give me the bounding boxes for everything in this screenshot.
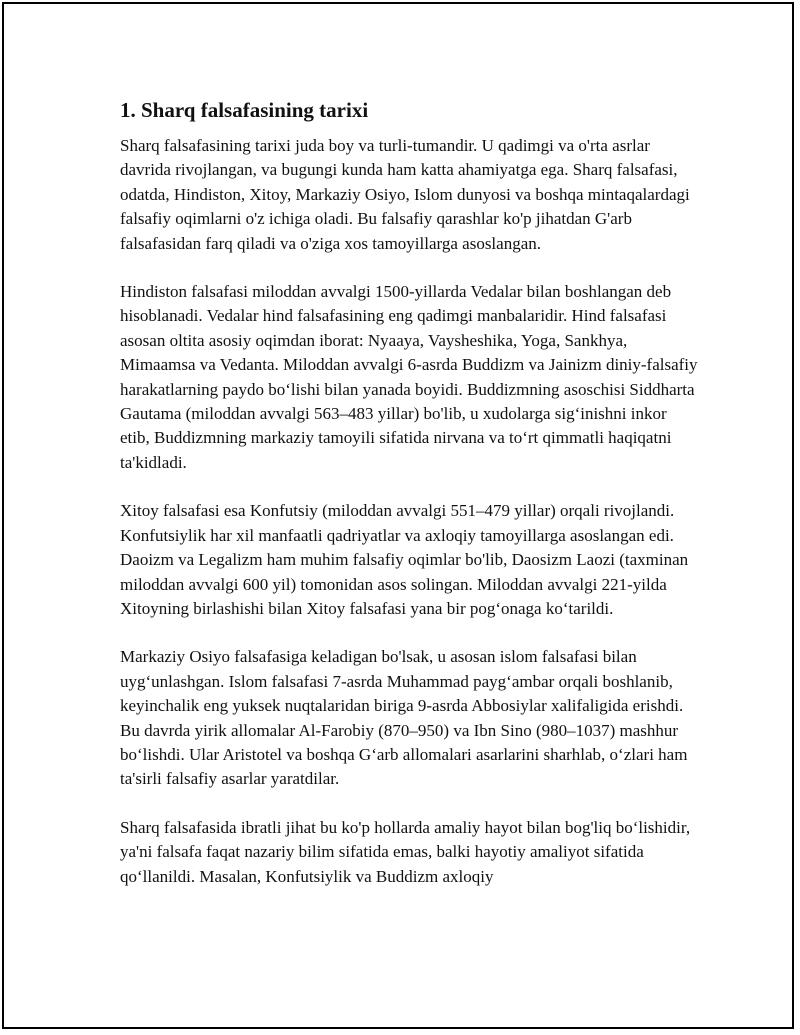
paragraph-1: Sharq falsafasining tarixi juda boy va turli-tumandir. U qadimgi va o'rta asrlar davrida rivojlangan, va bugungi kunda ham katta ahamiyatga ega. Sharq falsafasi, odatda, Hindiston, Xitoy, Markaziy Osiyo, Islom dunyosi va boshqa mintaqalardagi falsafiy oqimlarni o'z ichiga oladi. Bu falsafiy qarashlar ko'p jihatdan G'arb falsafasidan farq qiladi va o'ziga xos tamoyillarga asoslangan. xyxy=(120,136,690,253)
document-page xyxy=(2,2,794,1029)
paragraph-5: Sharq falsafasida ibratli jihat bu ko'p hollarda amaliy hayot bilan bog'liq bo‘lishidir, ya'ni falsafa faqat nazariy bilim sifatida emas, balki hayotiy amaliyot sifatida qo‘llanildi. Masalan, Konfutsiylik va Buddizm axloqiy xyxy=(120,817,691,886)
document-content xyxy=(120,96,700,913)
paragraph-3: Xitoy falsafasi esa Konfutsiy (miloddan avvalgi 551–479 yillar) orqali rivojlandi. Konfutsiylik har xil manfaatli qadriyatlar va axloqiy tamoyillarga asoslangan edi. Daoizm va Legalizm ham muhim falsafiy oqimlar bo'lib, Daosizm Laozi (taxminan miloddan avvalgi 600 yil) tomonidan asos solingan. Miloddan avvalgi 221-yilda Xitoyning birlashishi bilan Xitoy falsafasi yana bir pog‘onaga ko‘tarildi. xyxy=(120,501,689,618)
document-title: 1. Sharq falsafasining tarixi xyxy=(120,98,369,122)
paragraph-4: Markaziy Osiyo falsafasiga keladigan bo'lsak, u asosan islom falsafasi bilan uyg‘unlashgan. Islom falsafasi 7-asrda Muhammad payg‘ambar orqali boshlanib, keyinchalik eng yuksek nuqtalaridan biriga 9-asrda Abbosiylar xalifaligida erishdi. Bu davrda yirik allomalar Al-Farobiy (870–950) va Ibn Sino (980–1037) mashhur bo‘lishdi. Ular Aristotel va boshqa G‘arb allomalari asarlarini sharhlab, o‘zlari ham ta'sirli falsafiy asarlar yaratdilar. xyxy=(120,647,688,789)
paragraph-2: Hindiston falsafasi miloddan avvalgi 1500-yillarda Vedalar bilan boshlangan deb hisoblanadi. Vedalar hind falsafasining eng qadimgi manbalaridir. Hind falsafasi asosan oltita asosiy oqimdan iborat: Nyaaya, Vaysheshika, Yoga, Sankhya, Mimaamsa va Vedanta. Miloddan avvalgi 6-asrda Buddizm va Jainizm diniy-falsafiy harakatlarning paydo bo‘lishi bilan yanada boyidi. Buddizmning asoschisi Siddharta Gautama (miloddan avvalgi 563–483 yillar) bo'lib, u xudolarga sig‘inishni inkor etib, Buddizmning markaziy tamoyili sifatida nirvana va to‘rt qimmatli haqiqatni ta'kidladi. xyxy=(120,282,698,472)
